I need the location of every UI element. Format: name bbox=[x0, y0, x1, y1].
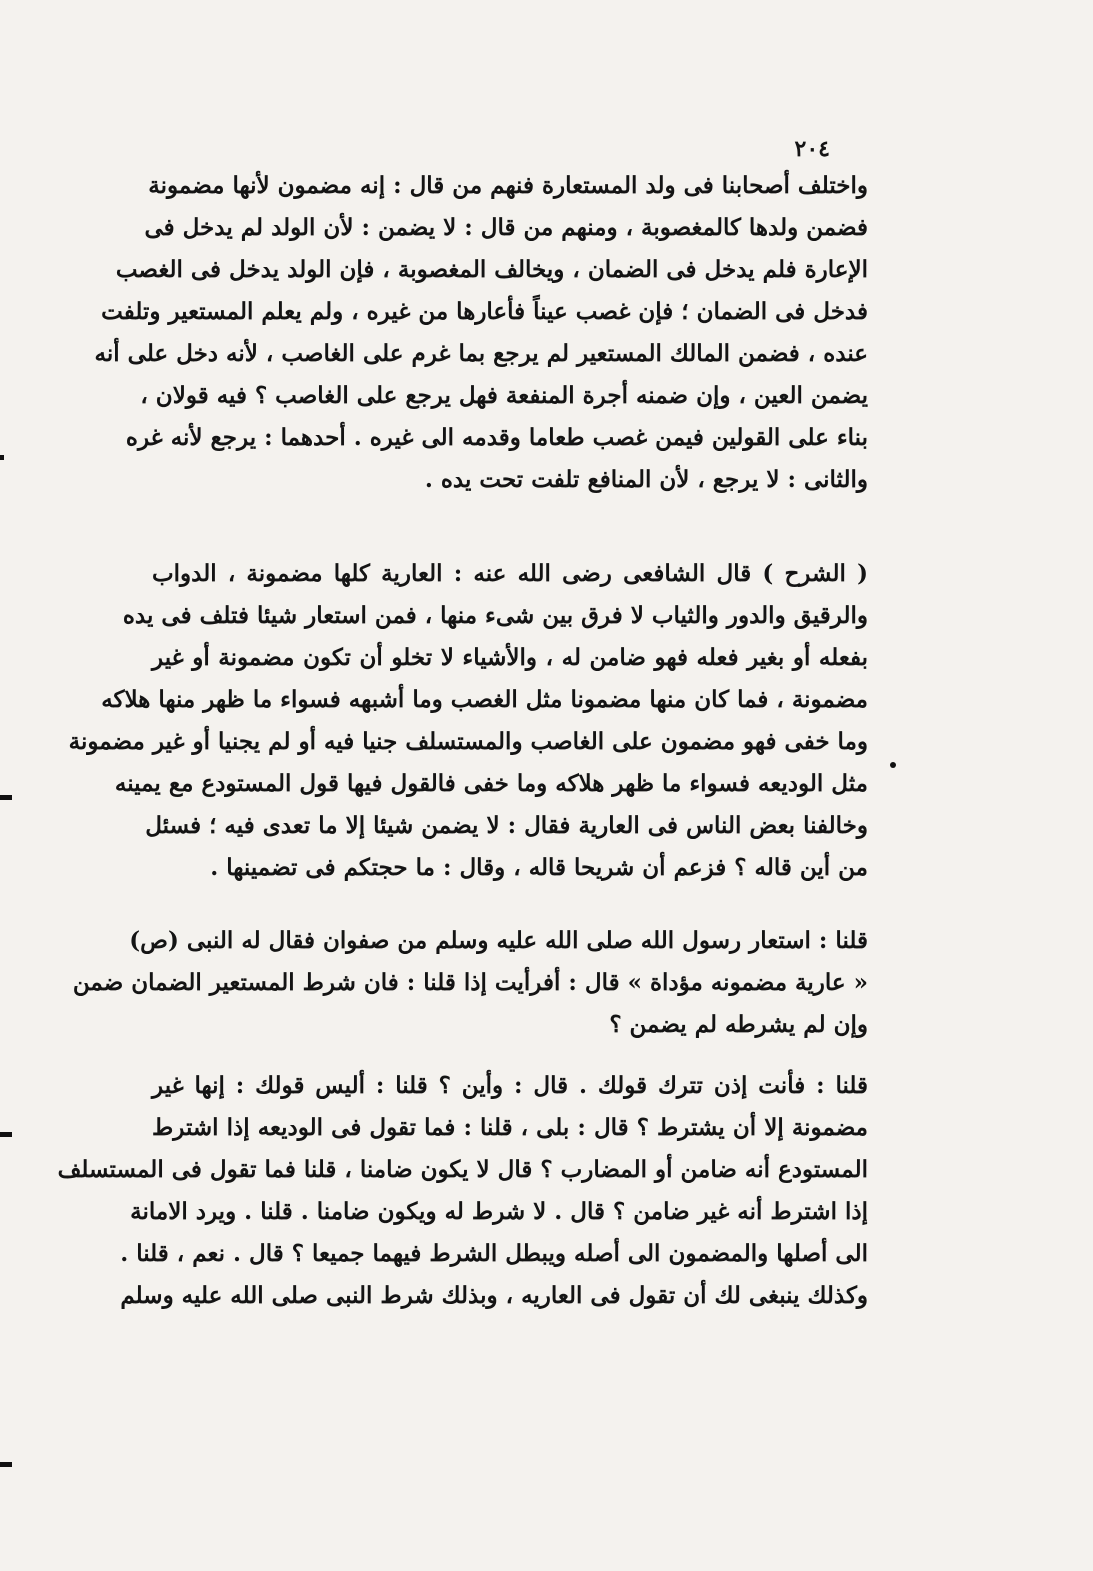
text-line: الإعارة فلم يدخل فى الضمان ، ويخالف المغصوبة ، فإن الولد يدخل فى الغصب bbox=[115, 256, 868, 283]
text-line: ( الشرح ) قال الشافعى رضى الله عنه : العارية كلها مضمونة ، الدواب bbox=[152, 560, 868, 587]
text-line: « عارية مضمونه مؤداة » قال : أفرأيت إذا قلنا : فان شرط المستعير الضمان ضمن bbox=[72, 969, 868, 996]
text-line: وإن لم يشرطه لم يضمن ؟ bbox=[609, 1011, 868, 1038]
text-line: مضمونة إلا أن يشترط ؟ قال : بلى ، قلنا : فما تقول فى الوديعه إذا اشترط bbox=[152, 1114, 868, 1141]
text-line: المستودع أنه ضامن أو المضارب ؟ قال لا يكون ضامنا ، قلنا فما تقول فى المستسلف bbox=[57, 1156, 868, 1183]
text-line: فدخل فى الضمان ؛ فإن غصب عيناً فأعارها من غيره ، ولم يعلم المستعير وتلفت bbox=[101, 298, 868, 325]
text-line: وما خفى فهو مضمون على الغاصب والمستسلف جنيا فيه أو لم يجنيا أو غير مضمونة bbox=[68, 728, 868, 755]
text-line: وكذلك ينبغى لك أن تقول فى العاريه ، وبذلك شرط النبى صلى الله عليه وسلم bbox=[120, 1282, 868, 1309]
text-line: والرقيق والدور والثياب لا فرق بين شىء منها ، فمن استعار شيئا فتلف فى يده bbox=[122, 602, 868, 629]
text-line: مثل الوديعه فسواء ما ظهر هلاكه وما خفى فالقول فيها قول المستودع مع يمينه bbox=[114, 770, 868, 797]
text-line: من أين قاله ؟ فزعم أن شريحا قاله ، وقال : ما حجتكم فى تضمينها . bbox=[210, 854, 868, 881]
page-number: ٢٠٤ bbox=[794, 136, 830, 162]
text-line: قلنا : استعار رسول الله صلى الله عليه وسلم من صفوان فقال له النبى (ص) bbox=[129, 927, 868, 954]
text-line: مضمونة ، فما كان منها مضمونا مثل الغصب وما أشبهه فسواء ما ظهر منها هلاكه bbox=[101, 686, 868, 713]
paragraph-block bbox=[57, 1065, 868, 1317]
text-line: فضمن ولدها كالمغصوبة ، ومنهم من قال : لا يضمن : لأن الولد لم يدخل فى bbox=[144, 214, 868, 241]
scan-margin-mark bbox=[0, 1132, 12, 1137]
paragraph-block-text bbox=[94, 165, 868, 501]
text-line: بفعله أو بغير فعله فهو ضامن له ، والأشياء لا تخلو أن تكون مضمونة أو غير bbox=[152, 644, 868, 671]
text-line: إذا اشترط أنه غير ضامن ؟ قال . لا شرط له ويكون ضامنا . قلنا . ويرد الامانة bbox=[130, 1198, 868, 1225]
text-line: بناء على القولين فيمن غصب طعاما وقدمه الى غيره . أحدهما : يرجع لأنه غره bbox=[125, 424, 868, 451]
scan-margin-mark bbox=[0, 1462, 12, 1467]
text-line: واختلف أصحابنا فى ولد المستعارة فنهم من قال : إنه مضمون لأنها مضمونة bbox=[148, 172, 868, 199]
scan-margin-mark bbox=[0, 455, 4, 460]
text-line: يضمن العين ، وإن ضمنه أجرة المنفعة فهل يرجع على الغاصب ؟ فيه قولان ، bbox=[140, 382, 868, 409]
margin-bullet-mark bbox=[890, 762, 896, 768]
text-line: عنده ، فضمن المالك المستعير لم يرجع بما غرم على الغاصب ، لأنه دخل على أنه bbox=[94, 340, 868, 367]
scan-margin-mark bbox=[0, 795, 12, 800]
text-line: قلنا : فأنت إذن تترك قولك . قال : وأين ؟ قلنا : أليس قولك : إنها غير bbox=[152, 1072, 868, 1099]
paragraph-block bbox=[72, 920, 868, 1046]
text-line: الى أصلها والمضمون الى أصله ويبطل الشرط فيهما جميعا ؟ قال . نعم ، قلنا . bbox=[120, 1240, 868, 1267]
text-line: والثانى : لا يرجع ، لأن المنافع تلفت تحت يده . bbox=[424, 466, 868, 493]
text-line: وخالفنا بعض الناس فى العارية فقال : لا يضمن شيئا إلا ما تعدى فيه ؛ فسئل bbox=[145, 812, 868, 839]
commentary-block bbox=[68, 553, 868, 889]
